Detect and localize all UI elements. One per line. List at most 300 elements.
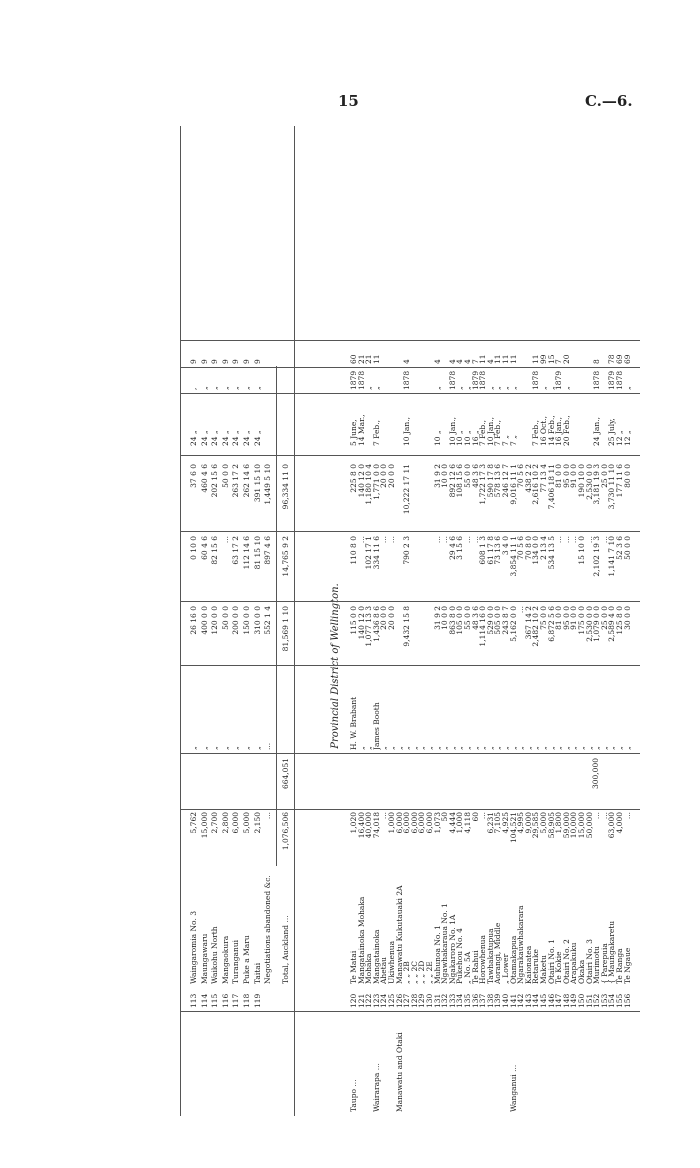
paid-cell: 529 0 0 [485, 606, 495, 635]
total-cell: 80 0 0 [622, 464, 632, 488]
total-cell: 225 8 0 [349, 464, 358, 493]
area-cell: 1,000 [387, 812, 396, 834]
gazette-no-cell: 20 [561, 354, 571, 364]
agent-cell: „ [210, 746, 220, 750]
number-cell: 114 [199, 993, 209, 1008]
block-name-cell: Tawhakatupua [485, 928, 495, 984]
agent-cell: „ [252, 746, 262, 750]
balance-cell: 73 13 6 [493, 536, 503, 565]
paid-cell: 120 0 0 [210, 606, 220, 635]
block-name-cell: Waikohu North [210, 926, 220, 984]
balance-cell: 534 13 5 [546, 536, 556, 570]
number-cell: 119 [252, 993, 262, 1008]
date-cell: 7 Feb., [371, 420, 381, 446]
column-rule [180, 1011, 640, 1012]
balance-cell: 2,102 19 3 [592, 536, 602, 577]
block-name-cell: Aorangi, Middle [493, 922, 503, 984]
balance-cell: ... [463, 536, 472, 544]
paid-cell: 1,079 0 0 [592, 606, 602, 642]
gazette-no-cell: 21 [364, 354, 374, 364]
paid-cell: 863 8 0 [447, 606, 457, 635]
block-name-cell: „ „ 2E [425, 961, 434, 984]
balance-cell: 790 2 3 [402, 536, 412, 565]
block-name-cell: Mohaka [364, 953, 374, 984]
total-cell: 10 0 0 [440, 464, 450, 488]
column-rule [180, 665, 640, 666]
balance-cell: 70 8 0 [523, 536, 533, 560]
block-name-cell: Ngarakauwhakarara [516, 905, 526, 984]
total-cell: 190 10 0 [577, 464, 586, 498]
balance-cell: 82 15 6 [210, 536, 220, 565]
number-cell: 121 [356, 993, 366, 1008]
balance-cell: ... [220, 536, 230, 544]
number-cell: 137 [478, 993, 488, 1008]
date-cell: 10 „ [432, 430, 442, 446]
agent-cell: „ [554, 746, 564, 750]
number-cell: 113 [189, 993, 198, 1008]
block-name-cell: { Parepuia [599, 943, 609, 984]
area-cell: 58,905 [546, 812, 556, 839]
date-cell: 24 „ [242, 430, 251, 446]
block-name-cell: Mangaokura [220, 935, 230, 984]
block-name-cell: Ahetau [379, 956, 389, 984]
gazette-no-cell: 7 [470, 359, 480, 364]
agent-cell: „ [546, 746, 556, 750]
agent-cell: „ [531, 746, 541, 750]
paid-cell: 91 0 0 [569, 606, 579, 630]
total-area: 1,076,506 [281, 812, 290, 851]
balance-cell: 3 15 6 [455, 536, 465, 560]
paid-cell: 552 1 4 [263, 606, 273, 635]
date-cell: 16 Oct., [539, 415, 548, 446]
total-cell: 3,181 19 3 [592, 464, 602, 505]
block-name-cell: Negotiations abandoned &c. [263, 875, 273, 984]
agent-cell: „ [584, 746, 594, 750]
agent-cell: „ [622, 746, 632, 750]
total-cell: 590 17 8 [485, 464, 495, 498]
column-rule [180, 601, 640, 602]
date-cell: 10 Jan., [402, 416, 412, 446]
gazette-no-cell: 9 [220, 359, 230, 364]
block-name-cell: Mangatainoka [371, 929, 381, 984]
total-balance: 14,765 9 2 [281, 536, 290, 577]
year-cell: „ [432, 386, 442, 390]
paid-cell: 140 12 0 [356, 606, 366, 640]
block-name-cell: Te Matai [349, 950, 358, 984]
paid-cell: 1,077 13 3 [364, 606, 374, 647]
area-cell: 74,018 [371, 812, 381, 839]
date-cell: 24 Jan., [592, 416, 602, 446]
paid-cell: 1,436 8 6 [371, 606, 381, 642]
total-cell: 438 2 2 [523, 464, 533, 493]
date-cell: 24 „ [199, 430, 209, 446]
block-name-cell: Kaionatea [523, 945, 533, 984]
paid-cell: 26 16 0 [189, 606, 198, 635]
year-cell: „ [252, 386, 262, 390]
number-cell: 125 [387, 993, 396, 1008]
agent-cell: „ [493, 746, 503, 750]
agent-cell: „ [447, 746, 457, 750]
year-cell: „ [485, 386, 495, 390]
paid-cell: 10 0 0 [440, 606, 450, 630]
date-cell: 7 Feb., [531, 420, 541, 446]
area-cell: 60 [470, 812, 480, 822]
table-row [220, 126, 231, 1116]
agent-cell: H. W. Brabant [349, 696, 358, 750]
area-cell: 6,000 [425, 812, 434, 834]
bracket-price: 300,000 [591, 758, 601, 790]
year-cell: 1878 [356, 370, 366, 390]
gazette-no-cell: 7 [554, 359, 564, 364]
gazette-no-cell: 11 [501, 354, 510, 364]
date-cell: 24 „ [231, 430, 241, 446]
total-cell: 262 14 6 [242, 464, 251, 498]
total-cell: 108 15 6 [455, 464, 465, 498]
paid-cell: 2,530 0 0 [584, 606, 594, 642]
block-name-cell: { Maungakaretu [607, 920, 617, 984]
balance-cell: 897 4 6 [263, 536, 273, 565]
total-cell: 202 15 6 [210, 464, 220, 498]
balance-cell: ... [356, 536, 366, 544]
number-cell: 152 [592, 993, 602, 1008]
paid-cell: 6,872 5 6 [546, 606, 556, 642]
area-cell: 6,000 [417, 812, 427, 834]
total-row [280, 126, 291, 1116]
block-name-cell: Okaka [577, 959, 586, 984]
area-cell: 6,000 [409, 812, 419, 834]
gazette-no-cell: 9 [199, 359, 209, 364]
paid-cell: 1,114 16 0 [478, 606, 488, 647]
number-cell: 133 [447, 993, 457, 1008]
balance-cell: 2 13 4 [539, 536, 548, 560]
date-cell: 7 Feb., [478, 420, 488, 446]
block-name-cell: Turanganui [231, 939, 241, 984]
agent-cell: „ [387, 746, 396, 750]
area-cell: 2,150 [252, 812, 262, 834]
balance-cell: 70 5 6 [516, 536, 526, 560]
area-cell: 1,800 [554, 812, 564, 834]
year-cell: „ [371, 386, 381, 390]
year-cell: „ [539, 386, 548, 390]
number-cell: 130 [425, 993, 434, 1008]
balance-cell: ... [440, 536, 450, 544]
area-cell: 6,000 [402, 812, 412, 834]
area-cell: ... [592, 812, 602, 820]
number-cell: 141 [508, 993, 518, 1008]
block-name-cell: „ No. 5A [463, 951, 472, 984]
balance-cell: 112 14 6 [242, 536, 251, 570]
area-cell: 10,000 [569, 812, 579, 839]
number-cell: 118 [242, 993, 251, 1008]
date-cell: 16 „ [470, 430, 480, 446]
block-name-cell: Otairi No. 3 [584, 939, 594, 984]
block-name-cell: „ „ 2B [402, 961, 412, 984]
table-row [209, 126, 220, 1116]
number-cell: 144 [531, 993, 541, 1008]
area-cell: ... [478, 812, 488, 820]
gazette-no-cell: 99 [539, 354, 548, 364]
block-name-cell: Otamakapua [508, 935, 518, 984]
gazette-no-cell: 69 [622, 354, 632, 364]
number-cell: 127 [402, 993, 412, 1008]
number-cell: 140 [501, 993, 510, 1008]
year-cell: „ [622, 386, 632, 390]
gazette-no-cell: 4 [432, 359, 442, 364]
area-cell: 2,700 [210, 812, 220, 834]
total-cell: 95 0 0 [561, 464, 571, 488]
paid-cell: 243 8 7 [501, 606, 510, 635]
agent-cell: „ [607, 746, 617, 750]
section-title: Provincial District of Wellington. [330, 583, 341, 749]
year-cell: „ [231, 386, 241, 390]
balance-cell: ... [470, 536, 480, 544]
date-cell: 24 „ [220, 430, 230, 446]
area-cell: 104,521 [508, 812, 518, 844]
block-name-cell: „ „ 2D [417, 960, 427, 984]
agent-cell: ... [263, 742, 273, 750]
number-cell: 126 [394, 993, 404, 1008]
gazette-no-cell: 11 [478, 354, 488, 364]
number-cell: 122 [364, 993, 374, 1008]
agent-cell: „ [599, 746, 609, 750]
number-cell: 145 [539, 993, 548, 1008]
gazette-no-cell: 15 [546, 354, 556, 364]
number-cell: 131 [432, 993, 442, 1008]
total-paid: 81,569 1 10 [281, 606, 290, 652]
agent-cell: „ [561, 746, 571, 750]
paid-cell: 25 0 0 [599, 606, 609, 630]
paid-cell: 2,482 10 2 [531, 606, 541, 647]
number-cell: 151 [584, 993, 594, 1008]
table-row [252, 126, 263, 1116]
total-cell: 3,730 11 10 [607, 464, 617, 510]
column-rule [180, 340, 640, 341]
block-name-cell: Waingaromia No. 3 [189, 911, 198, 984]
agent-cell: „ [463, 746, 472, 750]
column-rule [180, 367, 640, 368]
total-cell: 578 13 6 [493, 464, 503, 498]
block-name-cell: Maketu [539, 955, 548, 984]
district-cell: Taupo ... [349, 1079, 358, 1112]
total-cell: 1,180 10 4 [364, 464, 374, 505]
balance-cell: ... [584, 536, 594, 544]
number-cell: 135 [463, 993, 472, 1008]
area-cell: 50,000 [584, 812, 594, 839]
total-cell: 20 0 0 [387, 464, 396, 488]
number-cell: 148 [561, 993, 571, 1008]
total-cell: 892 12 6 [447, 464, 457, 498]
number-cell: 117 [231, 993, 241, 1008]
area-cell: 63,000 [607, 812, 617, 839]
agent-cell: „ [440, 746, 450, 750]
area-cell: 2,800 [220, 812, 230, 834]
number-cell: 142 [516, 993, 526, 1008]
number-cell: 138 [485, 993, 495, 1008]
paid-cell: 200 0 0 [231, 606, 241, 635]
paid-cell: 30 0 0 [622, 606, 632, 630]
gazette-no-cell: 78 [607, 354, 617, 364]
district-cell: Manawatu and Otaki [394, 1032, 404, 1112]
balance-cell: 50 0 0 [622, 536, 632, 560]
date-cell: 7 „ [508, 434, 518, 446]
paid-cell: 20 0 0 [379, 606, 389, 630]
date-cell: 12 „ [622, 430, 632, 446]
agent-cell: „ [508, 746, 518, 750]
total-cell: 1,449 5 10 [263, 464, 273, 505]
column-rule [180, 393, 640, 394]
total-cell: 7,406 18 11 [546, 464, 556, 510]
balance-cell: ... [561, 536, 571, 544]
total-cell: 460 4 6 [199, 464, 209, 493]
agent-cell: „ [577, 746, 586, 750]
gazette-no-cell: 9 [242, 359, 251, 364]
gazette-no-cell: 11 [508, 354, 518, 364]
year-cell: 1879 [470, 370, 480, 390]
table-row [622, 126, 633, 1116]
year-cell: 1878 [478, 370, 488, 390]
agent-cell: „ [199, 746, 209, 750]
number-cell: 153 [599, 993, 609, 1008]
area-cell: 4,925 [501, 812, 510, 834]
agent-cell: „ [425, 746, 434, 750]
number-cell: 116 [220, 993, 230, 1008]
area-cell: 29,585 [531, 812, 541, 839]
gazette-no-cell: 9 [210, 359, 220, 364]
total-cell: 177 11 6 [615, 464, 624, 498]
area-cell: 50 [440, 812, 450, 822]
gazette-no-cell: 4 [447, 359, 457, 364]
gazette-no-cell: 9 [231, 359, 241, 364]
year-cell: 1878 [402, 370, 412, 390]
area-cell: 16,400 [356, 812, 366, 839]
year-cell: „ [493, 386, 503, 390]
agent-cell: „ [516, 746, 526, 750]
block-name-cell: Ngakaroro No. 1A [447, 914, 457, 984]
total-cell: 2,616 10 2 [531, 464, 541, 505]
agent-cell: „ [615, 746, 624, 750]
year-cell: 1878 [447, 370, 457, 390]
total-cell: 2,530 0 0 [584, 464, 594, 500]
year-cell: „ [364, 386, 374, 390]
number-cell: 132 [440, 993, 450, 1008]
number-cell: 139 [493, 993, 503, 1008]
column-rule [180, 809, 640, 810]
agent-cell: „ [402, 746, 412, 750]
agent-cell: „ [394, 746, 404, 750]
balance-cell: ... [569, 536, 579, 544]
total-total: 96,334 11 0 [281, 464, 290, 510]
date-cell: 16 Jan., [554, 416, 564, 446]
balance-cell: 1,141 7 10 [607, 536, 617, 577]
year-cell: „ [501, 386, 510, 390]
gazette-no-cell: 9 [252, 359, 262, 364]
paid-cell: 50 0 0 [220, 606, 230, 630]
area-cell: 5,000 [242, 812, 251, 834]
area-cell: 6,231 [485, 812, 495, 834]
date-cell: 14 Feb., [546, 415, 556, 446]
agent-cell: „ [409, 746, 419, 750]
agent-cell: „ [501, 746, 510, 750]
balance-cell: 52 3 6 [615, 536, 624, 560]
balance-cell: ... [387, 536, 396, 544]
agent-cell: „ [189, 746, 198, 750]
balance-cell: 29 4 6 [447, 536, 457, 560]
section-rule [294, 126, 295, 1116]
block-name-cell: Arapakuku [569, 942, 579, 984]
date-cell: 10 Jan., [485, 416, 495, 446]
balance-cell: 15 10 0 [577, 536, 586, 565]
balance-cell: 0 10 0 [189, 536, 198, 560]
block-name-cell: Muhunoa No. 1 [432, 925, 442, 984]
table-row [262, 126, 273, 1116]
gazette-no-cell: 4 [485, 359, 495, 364]
date-cell: 12 „ [615, 430, 624, 446]
agent-cell: „ [417, 746, 427, 750]
total-cell: 10,222 17 11 [402, 464, 412, 515]
total-cell: 50 0 0 [220, 464, 230, 488]
paid-cell: 20 0 0 [387, 606, 396, 630]
total-cell: 25 0 0 [599, 464, 609, 488]
area-cell: 15,000 [577, 812, 586, 839]
date-cell: 20 Feb., [561, 415, 571, 446]
gazette-no-cell: 11 [371, 354, 381, 364]
year-cell: „ [199, 386, 209, 390]
area-cell: 4,995 [516, 812, 526, 834]
block-name-cell: Murimotu [592, 946, 602, 984]
rotated-table [180, 126, 640, 1116]
paid-cell: 150 0 0 [242, 606, 251, 635]
gazette-no-cell: 21 [356, 354, 366, 364]
year-cell: 1879 [349, 370, 358, 390]
area-cell: 9,000 [523, 812, 533, 834]
number-cell: 147 [554, 993, 564, 1008]
number-cell: 124 [379, 993, 389, 1008]
number-cell: 128 [409, 993, 419, 1008]
block-name-cell: Mangatainoka Mohaka [356, 896, 366, 984]
table-row [241, 126, 252, 1116]
year-cell: „ [508, 386, 518, 390]
table-row [199, 126, 210, 1116]
agent-cell: „ [220, 746, 230, 750]
year-cell: 1879 [554, 370, 564, 390]
number-cell: 156 [622, 993, 632, 1008]
date-cell: 5 June, [349, 419, 358, 446]
block-name-cell: Puke a Maru [242, 935, 251, 984]
balance-cell: ... [554, 536, 564, 544]
block-name-cell: Taitai [252, 962, 262, 984]
number-cell: 150 [577, 993, 586, 1008]
number-cell: 123 [371, 993, 381, 1008]
gazette-no-cell: 4 [402, 359, 412, 364]
paid-cell: 367 14 2 [523, 606, 533, 640]
number-cell: 134 [455, 993, 465, 1008]
paid-cell: 125 8 0 [615, 606, 624, 635]
year-cell: „ [242, 386, 251, 390]
gazette-no-cell: 4 [463, 359, 472, 364]
date-cell: 24 „ [252, 430, 262, 446]
total-cell: 31 9 2 [432, 464, 442, 488]
number-cell: 155 [615, 993, 624, 1008]
year-cell: , [189, 387, 198, 390]
paid-cell: 48 3 6 [470, 606, 480, 630]
balance-cell: 60 4 6 [199, 536, 209, 560]
agent-cell: „ [231, 746, 241, 750]
area-cell: ... [599, 812, 609, 820]
area-cell: 6,000 [394, 812, 404, 834]
table-row [230, 126, 241, 1116]
block-name-cell: Te Rahui [470, 950, 480, 984]
block-name-cell: Te Ngaue [622, 947, 632, 984]
